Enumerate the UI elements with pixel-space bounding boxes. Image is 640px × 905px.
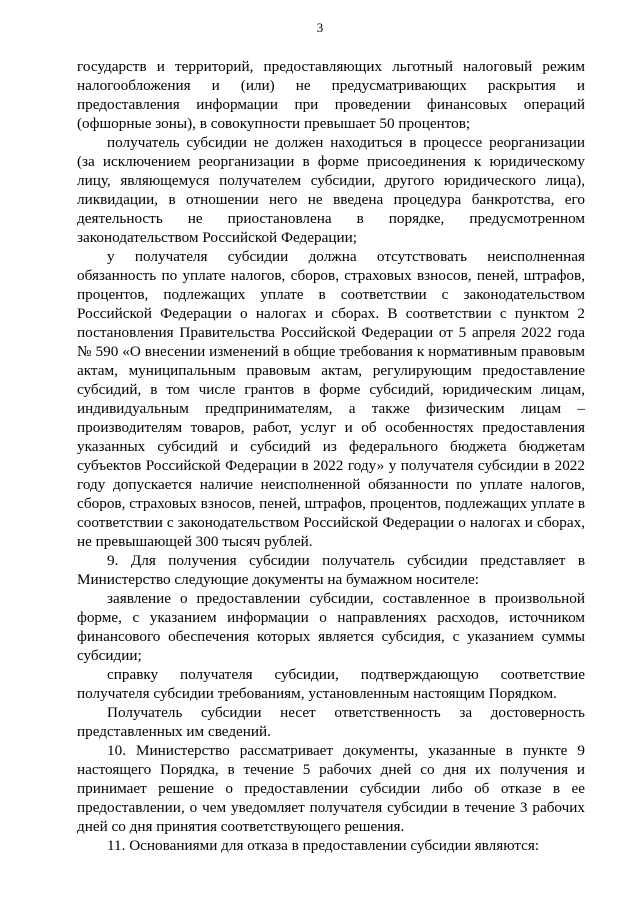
paragraph-clause-11: 11. Основаниями для отказа в предоставлении субсидии являются: xyxy=(107,837,540,854)
paragraph-clause-10: 10. Министерство рассматривает документы, указанные в пункте 9 настоящего Порядка, в течение 5 рабочих дней со дня их получения и принимает решение о предоставлении субсидии либо об отказе в ее предоставлении, о чем уведомляет получателя субсидии в течение 3 рабочих дней со дня принятия соответствующего решения. xyxy=(77,742,585,835)
page-number: 3 xyxy=(316,20,324,35)
paragraph-clause-9: 9. Для получения субсидии получатель субсидии представляет в Министерство следующие документы на бумажном носителе: xyxy=(77,552,585,588)
document-body xyxy=(77,57,585,855)
paragraph-application: заявление о предоставлении субсидии, составленное в произвольной форме, с указанием информации о направлениях расходов, источником финансового обеспечения которых является субсидия, с указанием суммы субсидии; xyxy=(77,590,585,664)
paragraph-offshore-continuation: государств и территорий, предоставляющих льготный налоговый режим налогообложения и (или) не предусматривающих раскрытия и предоставления информации при проведении финансовых операций (офшорные зоны), в совокупности превышает 50 процентов; xyxy=(77,58,585,132)
paragraph-tax-obligations: у получателя субсидии должна отсутствовать неисполненная обязанность по уплате налогов, сборов, страховых взносов, пеней, штрафов, процентов, подлежащих уплате в соответствии с законодательством Российской Федерации о налогах и сборах. В соответствии с пунктом 2 постановления Правительства Российской Федерации от 5 апреля 2022 года № 590 «О внесении изменений в общие требования к нормативным правовым актам, муниципальным правовым актам, регулирующим предоставление субсидий, в том числе грантов в форме субсидий, юридическим лицам, индивидуальным предпринимателям, а также физическим лицам – производителям товаров, работ, услуг и об особенностях предоставления указанных субсидий и субсидий из федерального бюджета бюджетам субъектов Российской Федерации в 2022 году» у получателя субсидии в 2022 году допускается наличие неисполненной обязанности по уплате налогов, сборов, страховых взносов, пеней, штрафов, процентов, подлежащих уплате в соответствии с законодательством Российской Федерации о налогах и сборах, не превышающей 300 тысяч рублей. xyxy=(77,248,585,550)
paragraph-responsibility: Получатель субсидии несет ответственность за достоверность представленных им сведений. xyxy=(77,704,585,740)
paragraph-reorganization: получатель субсидии не должен находиться в процессе реорганизации (за исключением реорганизации в форме присоединения к юридическому лицу, являющемуся получателем субсидии, другого юридического лица), ликвидации, в отношении него не введена процедура банкротства, его деятельность не приостановлена в порядке, предусмотренном законодательством Российской Федерации; xyxy=(77,134,585,246)
paragraph-certificate: справку получателя субсидии, подтверждающую соответствие получателя субсидии требованиям, установленным настоящим Порядком. xyxy=(77,666,585,702)
